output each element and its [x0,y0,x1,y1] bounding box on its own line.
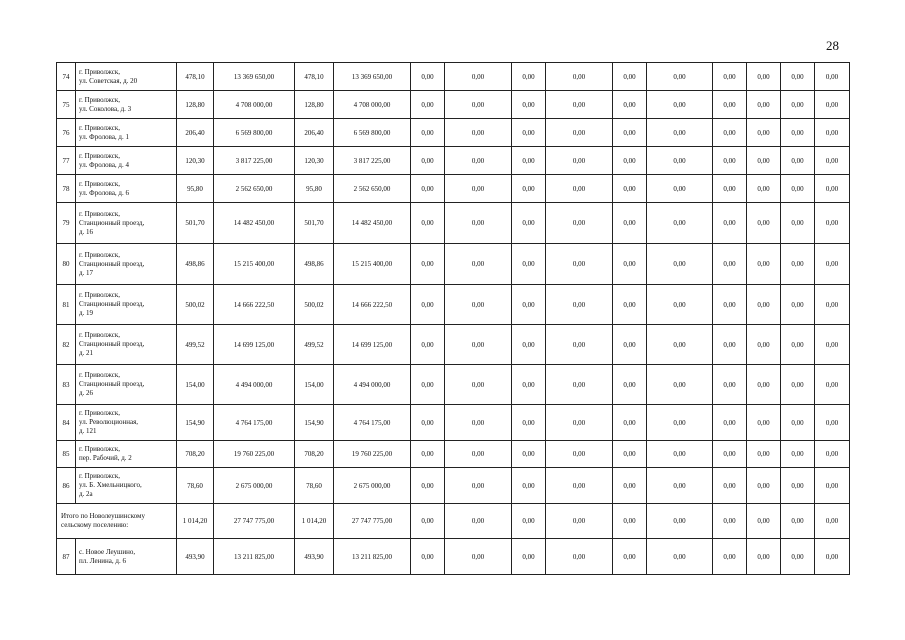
zero-value-cell: 0,00 [781,325,815,365]
zero-value-cell: 0,00 [411,504,445,539]
zero-value-cell: 0,00 [445,119,512,147]
zero-value-cell: 0,00 [512,441,546,468]
address-cell: г. Приволжск, ул. Соколова, д. 3 [76,91,177,119]
zero-value-cell: 0,00 [647,468,713,504]
zero-value-cell: 0,00 [747,365,781,405]
address-cell: г. Приволжск, ул. Фролова, д. 1 [76,119,177,147]
cost-total-cell: 4 708 000,00 [214,91,295,119]
area-total-cell: 78,60 [177,468,214,504]
zero-value-cell: 0,00 [411,119,445,147]
zero-value-cell: 0,00 [713,539,747,575]
zero-value-cell: 0,00 [445,441,512,468]
zero-value-cell: 0,00 [512,203,546,244]
zero-value-cell: 0,00 [713,63,747,91]
zero-value-cell: 0,00 [546,63,613,91]
row-number-cell: 76 [57,119,76,147]
table-row [57,539,850,575]
zero-value-cell: 0,00 [781,285,815,325]
zero-value-cell: 0,00 [613,244,647,285]
zero-value-cell: 0,00 [411,539,445,575]
address-cell: г. Приволжск, ул. Фролова, д. 4 [76,147,177,175]
cost-cell: 27 747 775,00 [334,504,411,539]
zero-value-cell: 0,00 [647,365,713,405]
cost-total-cell: 14 699 125,00 [214,325,295,365]
zero-value-cell: 0,00 [747,203,781,244]
zero-value-cell: 0,00 [713,91,747,119]
zero-value-cell: 0,00 [713,203,747,244]
zero-value-cell: 0,00 [411,365,445,405]
address-cell: г. Приволжск, ул. Советская, д. 20 [76,63,177,91]
zero-value-cell: 0,00 [747,119,781,147]
area-total-cell: 478,10 [177,63,214,91]
zero-value-cell: 0,00 [647,91,713,119]
zero-value-cell: 0,00 [781,119,815,147]
zero-value-cell: 0,00 [713,325,747,365]
zero-value-cell: 0,00 [747,405,781,441]
zero-value-cell: 0,00 [815,468,850,504]
zero-value-cell: 0,00 [815,147,850,175]
zero-value-cell: 0,00 [781,63,815,91]
cost-total-cell: 4 764 175,00 [214,405,295,441]
zero-value-cell: 0,00 [647,441,713,468]
zero-value-cell: 0,00 [647,405,713,441]
zero-value-cell: 0,00 [445,365,512,405]
zero-value-cell: 0,00 [747,504,781,539]
zero-value-cell: 0,00 [613,325,647,365]
zero-value-cell: 0,00 [747,63,781,91]
area-cell: 1 014,20 [295,504,334,539]
row-number-cell: 78 [57,175,76,203]
zero-value-cell: 0,00 [747,285,781,325]
zero-value-cell: 0,00 [445,175,512,203]
zero-value-cell: 0,00 [815,405,850,441]
table-row [57,203,850,244]
zero-value-cell: 0,00 [411,244,445,285]
zero-value-cell: 0,00 [411,63,445,91]
address-cell: г. Приволжск, Станционный проезд, д. 19 [76,285,177,325]
zero-value-cell: 0,00 [781,365,815,405]
zero-value-cell: 0,00 [613,203,647,244]
zero-value-cell: 0,00 [613,539,647,575]
zero-value-cell: 0,00 [613,175,647,203]
area-cell: 499,52 [295,325,334,365]
area-total-cell: 120,30 [177,147,214,175]
address-cell: г. Приволжск, Станционный проезд, д. 17 [76,244,177,285]
page-number: 28 [826,38,839,53]
cost-cell: 13 211 825,00 [334,539,411,575]
area-total-cell: 501,70 [177,203,214,244]
zero-value-cell: 0,00 [747,244,781,285]
zero-value-cell: 0,00 [613,147,647,175]
table-row [57,119,850,147]
zero-value-cell: 0,00 [647,147,713,175]
row-number-cell: 79 [57,203,76,244]
zero-value-cell: 0,00 [747,91,781,119]
area-cell: 493,90 [295,539,334,575]
zero-value-cell: 0,00 [713,147,747,175]
area-total-cell: 500,02 [177,285,214,325]
zero-value-cell: 0,00 [512,539,546,575]
area-total-cell: 154,90 [177,405,214,441]
zero-value-cell: 0,00 [546,504,613,539]
zero-value-cell: 0,00 [546,441,613,468]
zero-value-cell: 0,00 [713,285,747,325]
zero-value-cell: 0,00 [546,147,613,175]
zero-value-cell: 0,00 [512,244,546,285]
zero-value-cell: 0,00 [613,119,647,147]
zero-value-cell: 0,00 [747,441,781,468]
zero-value-cell: 0,00 [647,325,713,365]
zero-value-cell: 0,00 [512,504,546,539]
zero-value-cell: 0,00 [546,119,613,147]
area-cell: 78,60 [295,468,334,504]
row-number-cell: 81 [57,285,76,325]
zero-value-cell: 0,00 [613,91,647,119]
zero-value-cell: 0,00 [445,63,512,91]
cost-cell: 14 666 222,50 [334,285,411,325]
zero-value-cell: 0,00 [747,175,781,203]
zero-value-cell: 0,00 [411,325,445,365]
cost-total-cell: 27 747 775,00 [214,504,295,539]
area-total-cell: 493,90 [177,539,214,575]
address-cell: г. Приволжск, Станционный проезд, д. 16 [76,203,177,244]
table-row [57,285,850,325]
cost-cell: 14 699 125,00 [334,325,411,365]
cost-total-cell: 14 482 450,00 [214,203,295,244]
zero-value-cell: 0,00 [546,365,613,405]
area-cell: 154,90 [295,405,334,441]
address-cell: г. Приволжск, ул. Фролова, д. 6 [76,175,177,203]
zero-value-cell: 0,00 [713,468,747,504]
cost-total-cell: 14 666 222,50 [214,285,295,325]
area-total-cell: 128,80 [177,91,214,119]
area-cell: 500,02 [295,285,334,325]
cost-cell: 19 760 225,00 [334,441,411,468]
cost-total-cell: 4 494 000,00 [214,365,295,405]
zero-value-cell: 0,00 [512,91,546,119]
zero-value-cell: 0,00 [512,119,546,147]
area-cell: 708,20 [295,441,334,468]
zero-value-cell: 0,00 [815,325,850,365]
cost-cell: 2 562 650,00 [334,175,411,203]
area-total-cell: 95,80 [177,175,214,203]
zero-value-cell: 0,00 [411,405,445,441]
cost-cell: 14 482 450,00 [334,203,411,244]
zero-value-cell: 0,00 [647,203,713,244]
zero-value-cell: 0,00 [747,468,781,504]
zero-value-cell: 0,00 [781,504,815,539]
area-cell: 154,00 [295,365,334,405]
zero-value-cell: 0,00 [546,91,613,119]
address-cell: г. Приволжск, Станционный проезд, д. 21 [76,325,177,365]
zero-value-cell: 0,00 [546,405,613,441]
zero-value-cell: 0,00 [781,91,815,119]
total-label-cell: Итого по Новолеушинскому сельскому поселению: [57,504,177,539]
zero-value-cell: 0,00 [512,325,546,365]
zero-value-cell: 0,00 [781,468,815,504]
cost-cell: 15 215 400,00 [334,244,411,285]
address-cell: г. Приволжск, ул. Революционная, д. 121 [76,405,177,441]
cost-total-cell: 3 817 225,00 [214,147,295,175]
table-row [57,468,850,504]
zero-value-cell: 0,00 [445,91,512,119]
area-cell: 478,10 [295,63,334,91]
row-number-cell: 77 [57,147,76,175]
row-number-cell: 84 [57,405,76,441]
zero-value-cell: 0,00 [713,365,747,405]
zero-value-cell: 0,00 [411,468,445,504]
zero-value-cell: 0,00 [512,285,546,325]
zero-value-cell: 0,00 [613,441,647,468]
area-total-cell: 154,00 [177,365,214,405]
zero-value-cell: 0,00 [781,244,815,285]
row-number-cell: 87 [57,539,76,575]
area-cell: 128,80 [295,91,334,119]
zero-value-cell: 0,00 [411,203,445,244]
zero-value-cell: 0,00 [546,285,613,325]
zero-value-cell: 0,00 [445,504,512,539]
zero-value-cell: 0,00 [647,175,713,203]
zero-value-cell: 0,00 [546,175,613,203]
address-cell: г. Приволжск, пер. Рабочий, д. 2 [76,441,177,468]
cost-cell: 4 494 000,00 [334,365,411,405]
zero-value-cell: 0,00 [747,539,781,575]
cost-total-cell: 13 211 825,00 [214,539,295,575]
cost-cell: 2 675 000,00 [334,468,411,504]
address-cell: г. Приволжск, Станционный проезд, д. 26 [76,365,177,405]
cost-cell: 13 369 650,00 [334,63,411,91]
table-row [57,147,850,175]
zero-value-cell: 0,00 [713,504,747,539]
zero-value-cell: 0,00 [781,441,815,468]
zero-value-cell: 0,00 [713,175,747,203]
zero-value-cell: 0,00 [815,441,850,468]
row-number-cell: 80 [57,244,76,285]
table-row [57,365,850,405]
zero-value-cell: 0,00 [613,365,647,405]
row-number-cell: 86 [57,468,76,504]
zero-value-cell: 0,00 [815,91,850,119]
zero-value-cell: 0,00 [613,63,647,91]
zero-value-cell: 0,00 [647,63,713,91]
zero-value-cell: 0,00 [411,441,445,468]
zero-value-cell: 0,00 [512,365,546,405]
zero-value-cell: 0,00 [411,91,445,119]
row-number-cell: 82 [57,325,76,365]
area-cell: 206,40 [295,119,334,147]
area-total-cell: 499,52 [177,325,214,365]
cost-total-cell: 15 215 400,00 [214,244,295,285]
table-row [57,405,850,441]
zero-value-cell: 0,00 [815,175,850,203]
cost-total-cell: 6 569 800,00 [214,119,295,147]
zero-value-cell: 0,00 [815,244,850,285]
table-row [57,175,850,203]
zero-value-cell: 0,00 [713,119,747,147]
zero-value-cell: 0,00 [445,539,512,575]
cost-cell: 6 569 800,00 [334,119,411,147]
zero-value-cell: 0,00 [445,325,512,365]
cost-total-cell: 19 760 225,00 [214,441,295,468]
table-row [57,91,850,119]
zero-value-cell: 0,00 [815,285,850,325]
zero-value-cell: 0,00 [512,468,546,504]
row-number-cell: 83 [57,365,76,405]
zero-value-cell: 0,00 [781,203,815,244]
cost-cell: 4 764 175,00 [334,405,411,441]
zero-value-cell: 0,00 [445,147,512,175]
zero-value-cell: 0,00 [781,405,815,441]
zero-value-cell: 0,00 [445,203,512,244]
area-total-cell: 1 014,20 [177,504,214,539]
cost-total-cell: 13 369 650,00 [214,63,295,91]
zero-value-cell: 0,00 [613,468,647,504]
zero-value-cell: 0,00 [815,504,850,539]
zero-value-cell: 0,00 [815,63,850,91]
zero-value-cell: 0,00 [512,405,546,441]
address-cell: с. Новое Леушино, пл. Ленина, д. 6 [76,539,177,575]
zero-value-cell: 0,00 [815,203,850,244]
table-total-row [57,504,850,539]
zero-value-cell: 0,00 [613,405,647,441]
zero-value-cell: 0,00 [445,405,512,441]
row-number-cell: 75 [57,91,76,119]
zero-value-cell: 0,00 [713,441,747,468]
cost-total-cell: 2 675 000,00 [214,468,295,504]
zero-value-cell: 0,00 [445,468,512,504]
zero-value-cell: 0,00 [713,244,747,285]
zero-value-cell: 0,00 [647,244,713,285]
zero-value-cell: 0,00 [747,147,781,175]
address-cell: г. Приволжск, ул. Б. Хмельницкого, д. 2а [76,468,177,504]
zero-value-cell: 0,00 [781,175,815,203]
area-total-cell: 498,86 [177,244,214,285]
zero-value-cell: 0,00 [647,504,713,539]
zero-value-cell: 0,00 [512,63,546,91]
area-cell: 120,30 [295,147,334,175]
row-number-cell: 74 [57,63,76,91]
zero-value-cell: 0,00 [815,539,850,575]
zero-value-cell: 0,00 [781,147,815,175]
zero-value-cell: 0,00 [411,147,445,175]
zero-value-cell: 0,00 [647,119,713,147]
zero-value-cell: 0,00 [747,325,781,365]
area-total-cell: 708,20 [177,441,214,468]
zero-value-cell: 0,00 [546,203,613,244]
zero-value-cell: 0,00 [647,539,713,575]
area-cell: 501,70 [295,203,334,244]
zero-value-cell: 0,00 [713,405,747,441]
zero-value-cell: 0,00 [781,539,815,575]
zero-value-cell: 0,00 [815,119,850,147]
zero-value-cell: 0,00 [546,468,613,504]
zero-value-cell: 0,00 [512,175,546,203]
zero-value-cell: 0,00 [411,175,445,203]
zero-value-cell: 0,00 [815,365,850,405]
zero-value-cell: 0,00 [546,539,613,575]
zero-value-cell: 0,00 [411,285,445,325]
zero-value-cell: 0,00 [613,285,647,325]
housing-program-table [56,62,850,575]
cost-cell: 3 817 225,00 [334,147,411,175]
row-number-cell: 85 [57,441,76,468]
zero-value-cell: 0,00 [546,325,613,365]
table-row [57,441,850,468]
zero-value-cell: 0,00 [546,244,613,285]
cost-cell: 4 708 000,00 [334,91,411,119]
area-cell: 498,86 [295,244,334,285]
zero-value-cell: 0,00 [647,285,713,325]
zero-value-cell: 0,00 [445,244,512,285]
zero-value-cell: 0,00 [512,147,546,175]
zero-value-cell: 0,00 [613,504,647,539]
cost-total-cell: 2 562 650,00 [214,175,295,203]
table-row [57,63,850,91]
table-row [57,325,850,365]
area-total-cell: 206,40 [177,119,214,147]
zero-value-cell: 0,00 [445,285,512,325]
area-cell: 95,80 [295,175,334,203]
table-row [57,244,850,285]
